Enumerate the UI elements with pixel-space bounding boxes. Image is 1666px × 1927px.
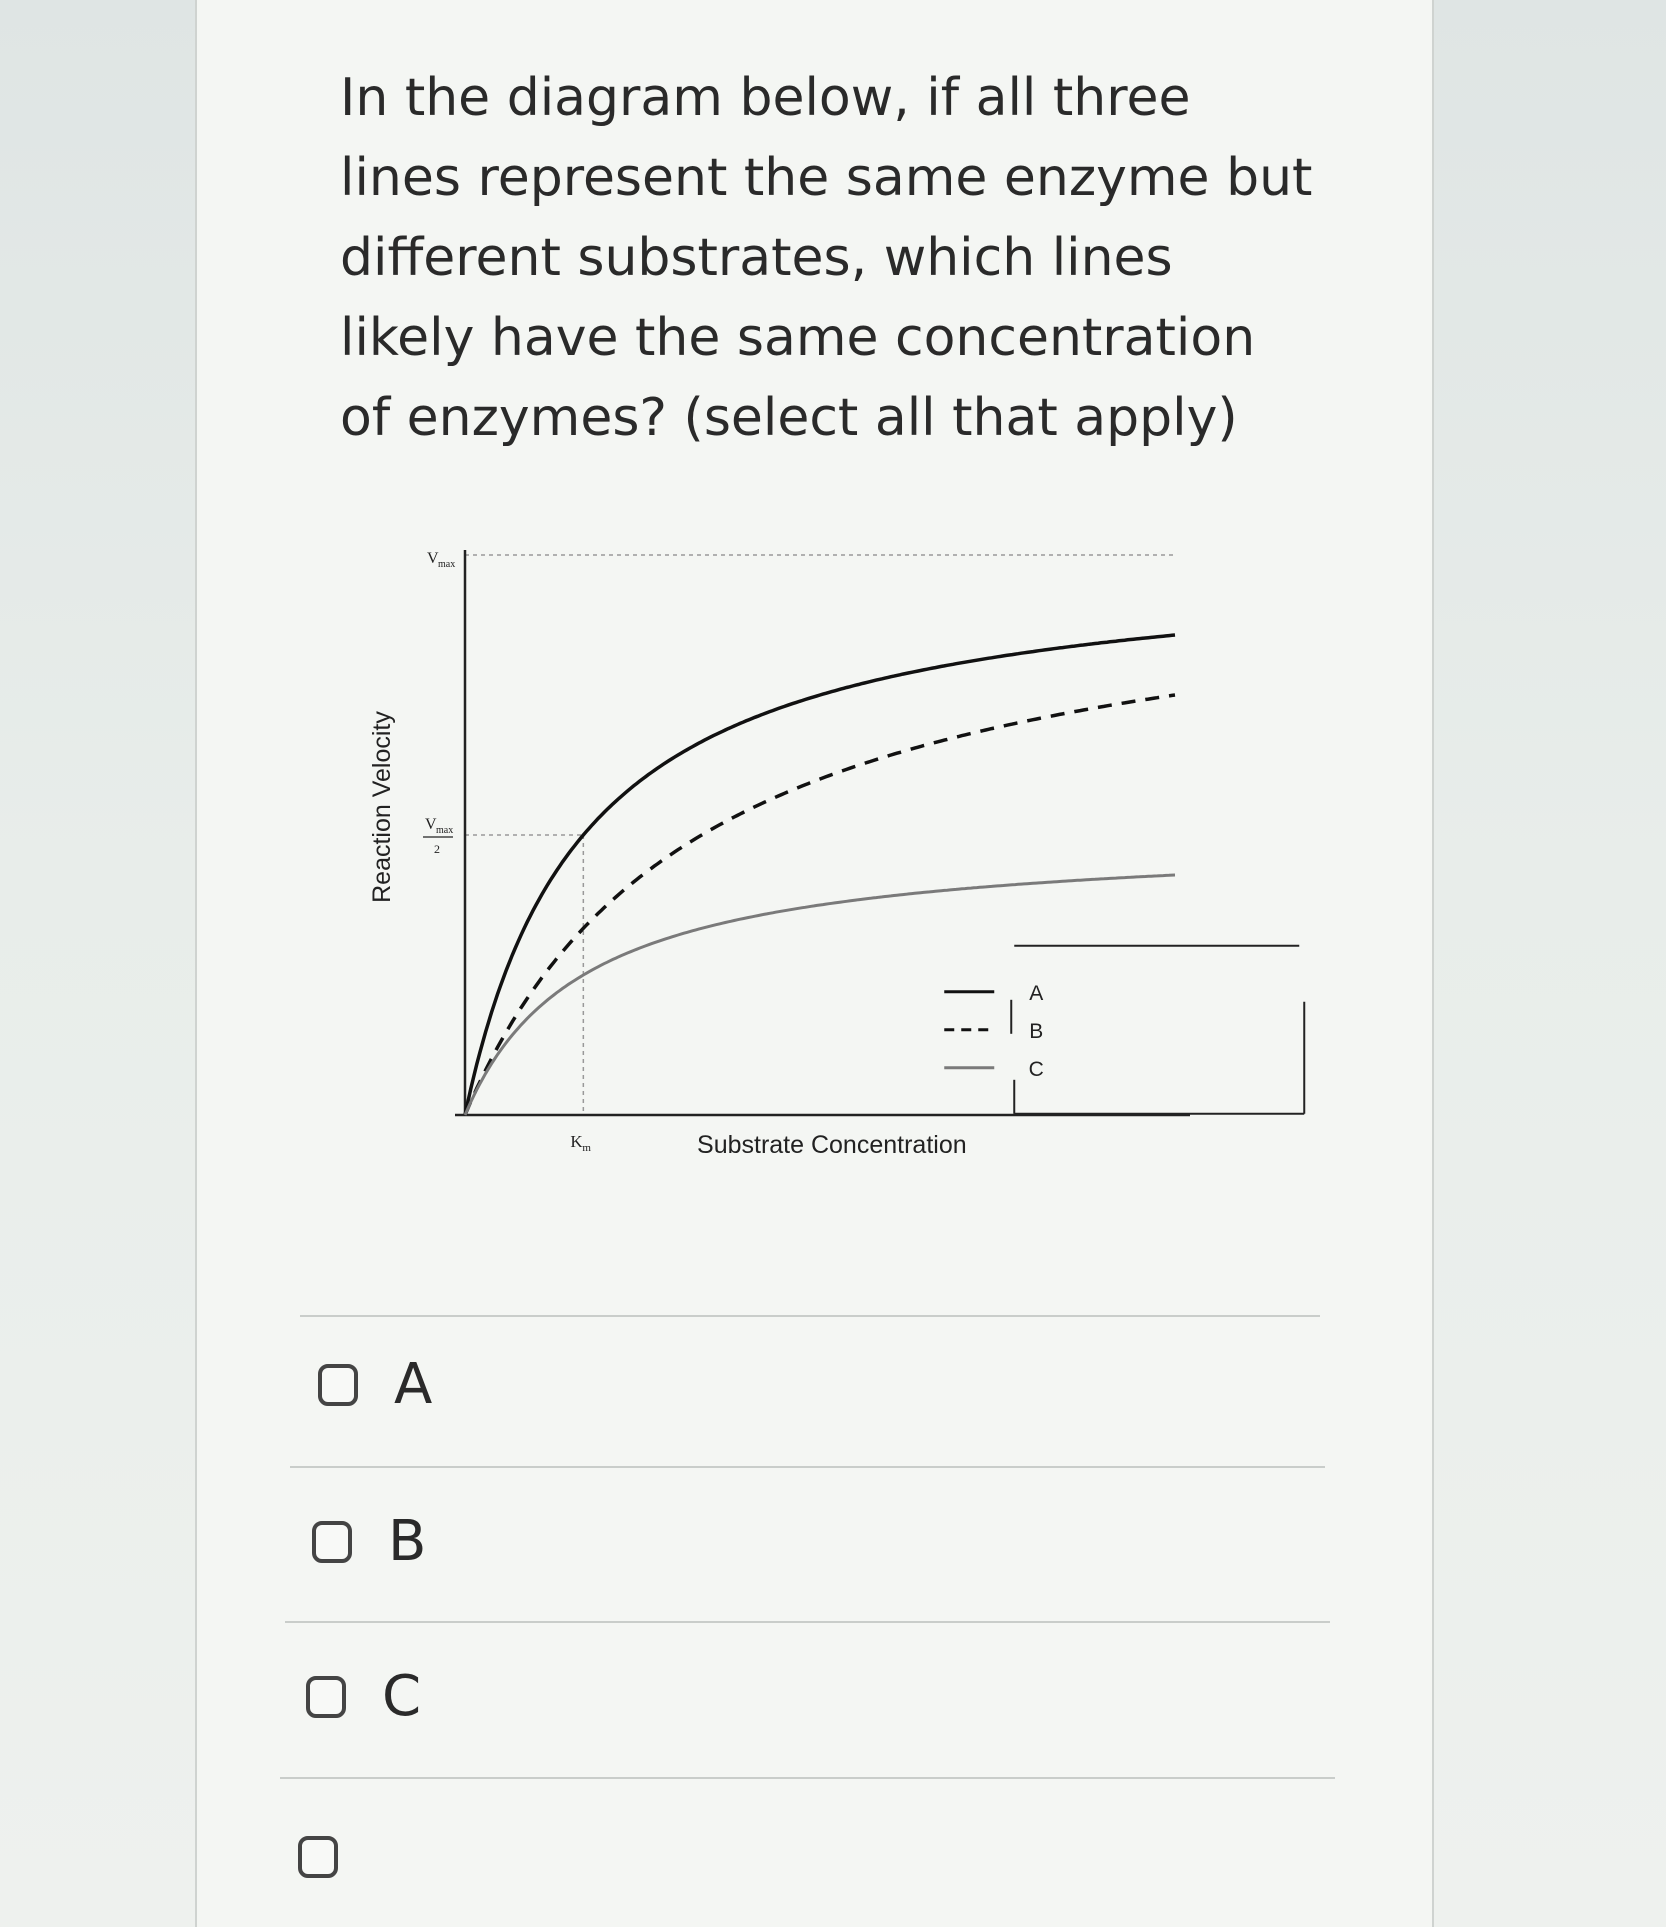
chart-svg <box>360 550 1320 1190</box>
y-tick-label-half-vmax: V <box>425 816 437 833</box>
divider <box>285 1621 1330 1623</box>
x-axis-label: Substrate Concentration <box>697 1131 967 1159</box>
divider <box>290 1466 1325 1468</box>
option-a-checkbox[interactable] <box>318 1364 358 1406</box>
option-c-label: C <box>382 1664 422 1729</box>
question-text: In the diagram below, if all three lines represent the same enzyme but different substrates, which lines likely have the same concentration of enzymes? (select all that apply) <box>340 68 1313 448</box>
series-line-a <box>465 635 1175 1115</box>
option-c[interactable] <box>306 1664 422 1729</box>
legend-label-b: B <box>1029 1019 1044 1043</box>
y-axis-label: Reaction Velocity <box>368 711 396 903</box>
divider <box>280 1777 1335 1779</box>
option-d[interactable] <box>298 1836 374 1878</box>
michaelis-menten-chart <box>360 550 1320 1190</box>
series-line-c <box>465 875 1175 1115</box>
y-tick-label-vmax: V <box>427 550 439 567</box>
option-d-checkbox[interactable] <box>298 1836 338 1878</box>
legend-box <box>1014 950 1304 1112</box>
option-a-label: A <box>394 1352 433 1417</box>
legend-label-a: A <box>1029 981 1044 1005</box>
y-tick-sub-vmax: max <box>438 559 456 570</box>
y-tick-sub-half-vmax: max <box>436 825 454 836</box>
option-b-label: B <box>388 1509 427 1574</box>
option-b-checkbox[interactable] <box>312 1521 352 1563</box>
divider <box>300 1315 1320 1317</box>
option-c-checkbox[interactable] <box>306 1676 346 1718</box>
option-a[interactable] <box>318 1352 433 1417</box>
x-tick-sub-km: m <box>582 1142 591 1154</box>
option-b[interactable] <box>312 1509 427 1574</box>
legend-label-c: C <box>1028 1057 1044 1081</box>
x-tick-label-km: K <box>570 1132 583 1151</box>
y-tick-denominator-half-vmax: 2 <box>434 842 440 856</box>
